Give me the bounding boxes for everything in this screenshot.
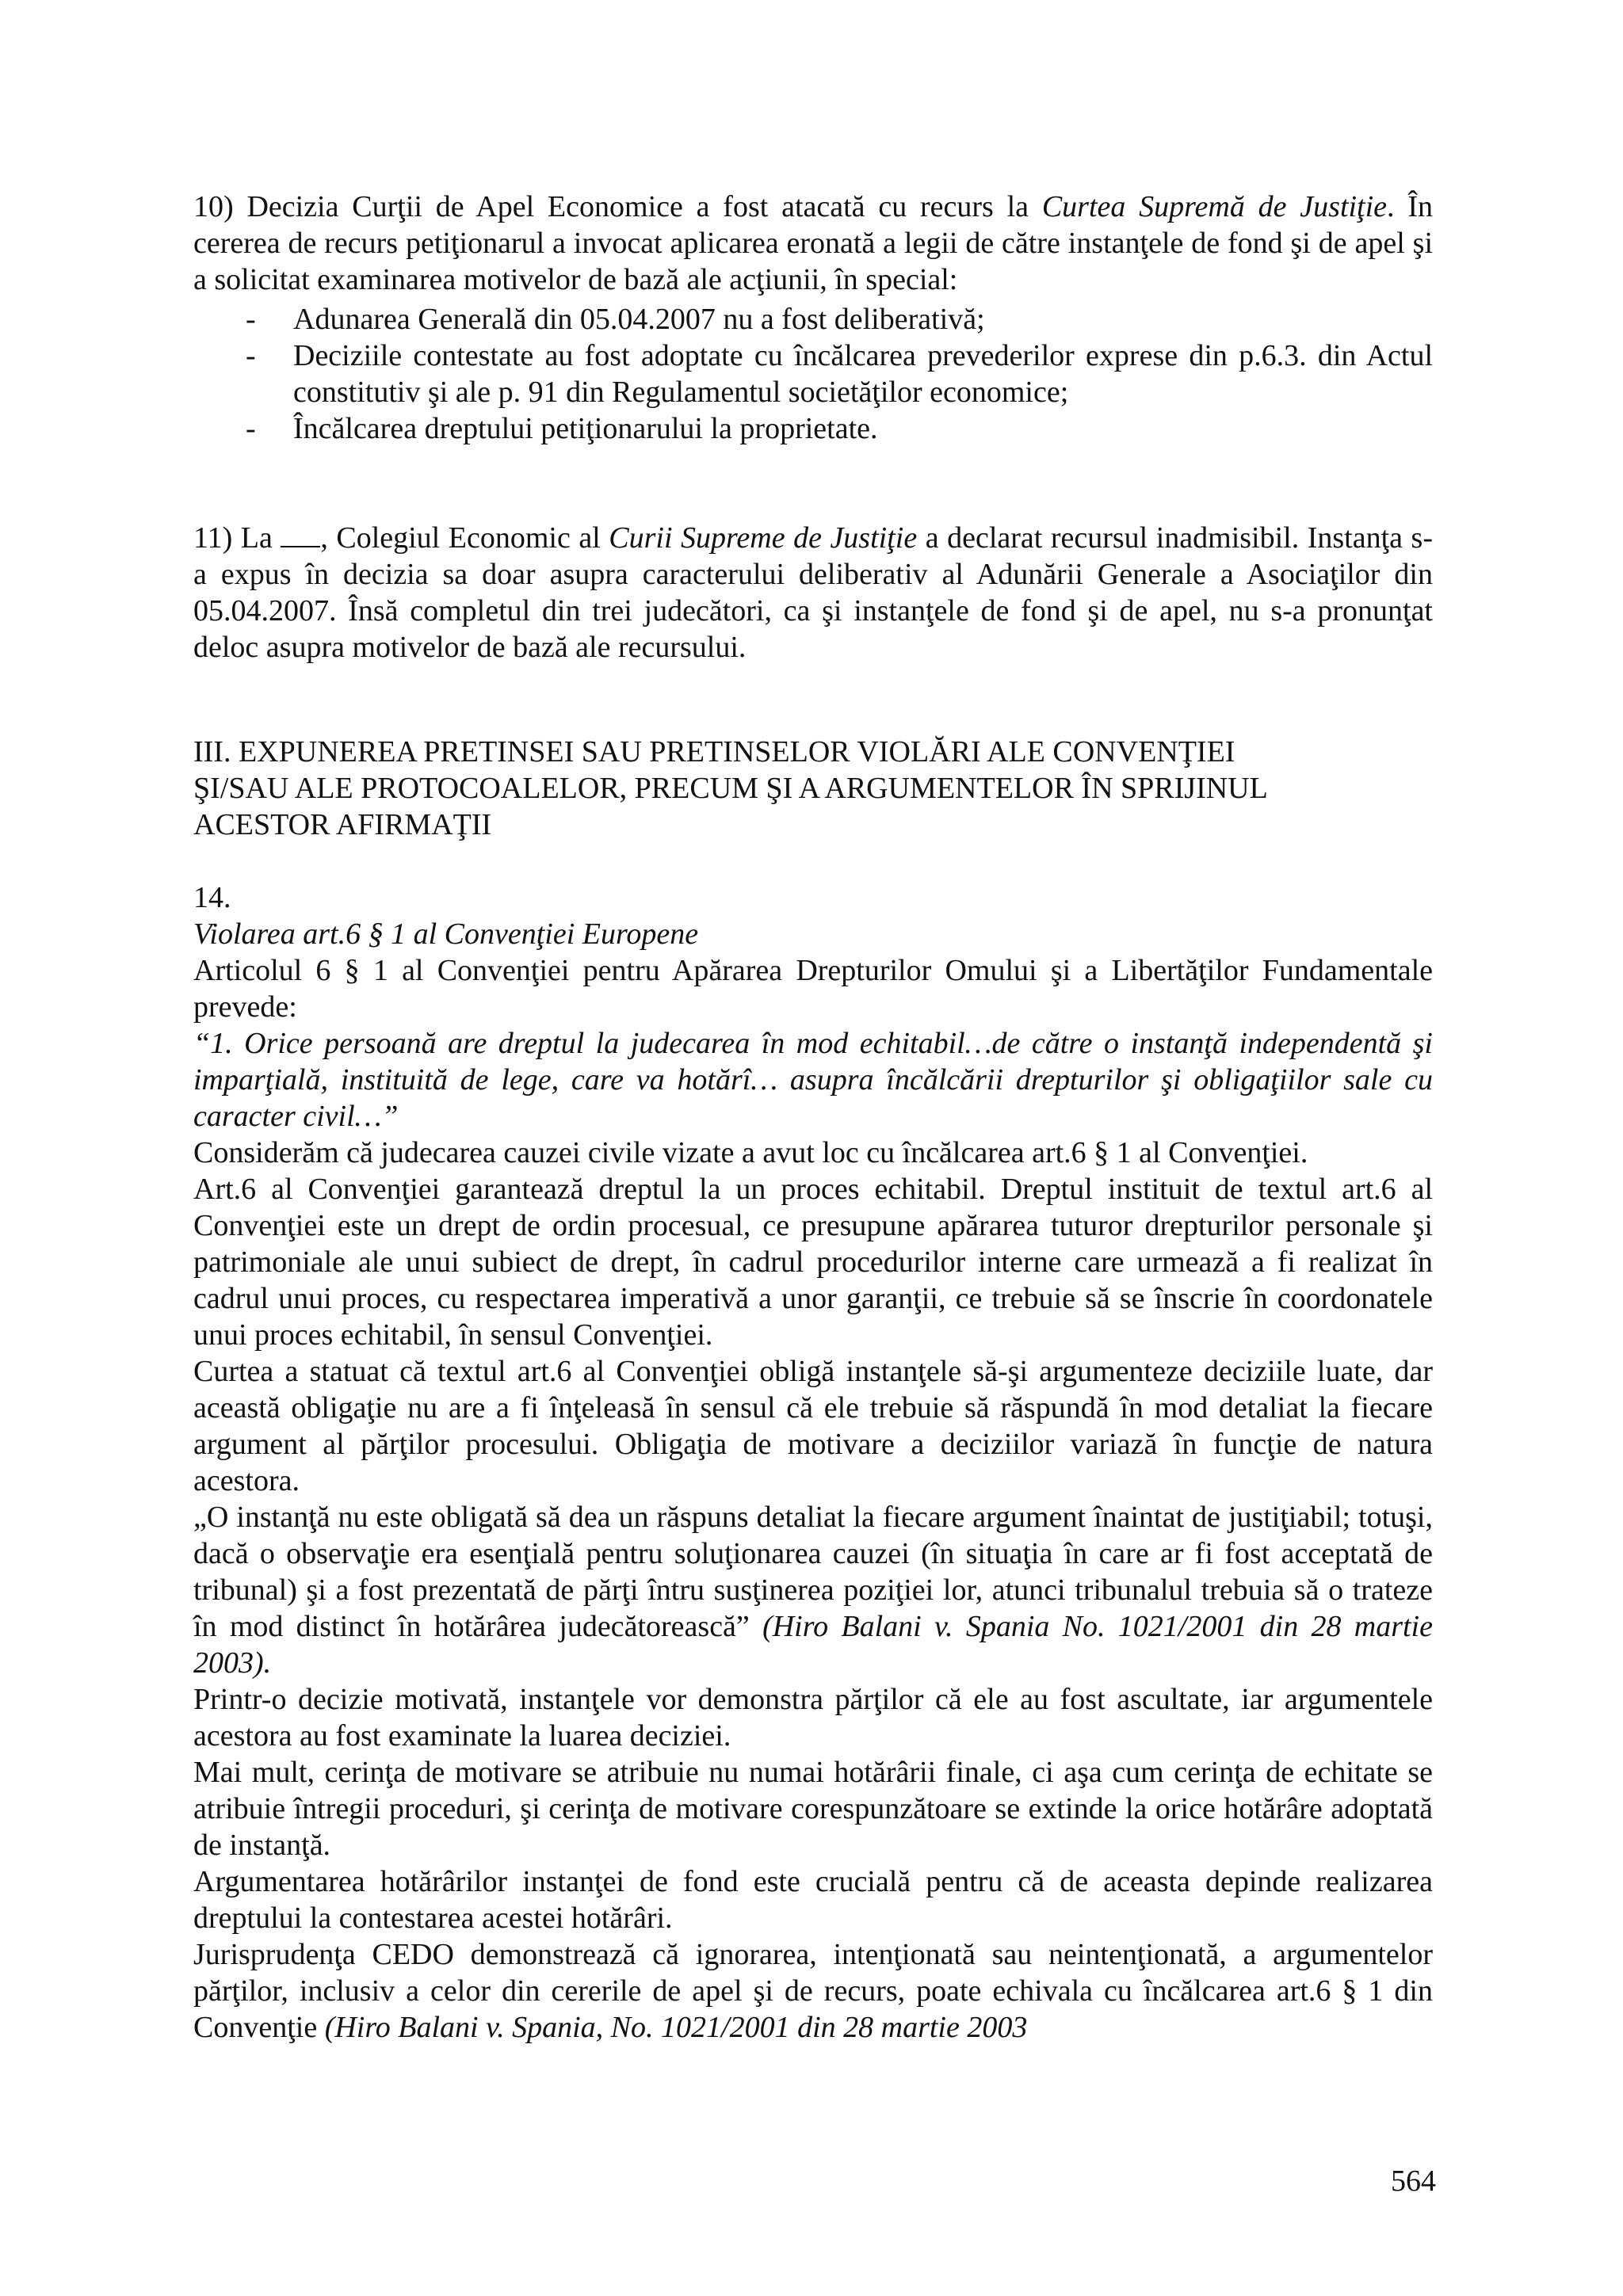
paragraph-10-text-b: . În cererea de recurs petiţionarul a invocat aplicarea eronată a legii de către instanţele de fond şi de apel şi a solicitat examinarea motivelor de bază ale acţiunii, în special: (193, 190, 1433, 296)
supreme-court-name-2: Curii Supreme de Justiţie (609, 521, 918, 555)
section-heading-line-2: ŞI/SAU ALE PROTOCOALELOR, PRECUM ŞI A ARGUMENTELOR ÎN SPRIJINUL (193, 772, 1268, 805)
list-item (193, 410, 1433, 447)
case-citation: (Hiro Balani v. Spania, No. 1021/2001 din 28 martie 2003 (324, 2011, 1028, 2044)
supreme-court-name: Curtea Supremă de Justiţie (1041, 190, 1388, 223)
paragraph-10 (193, 189, 1433, 298)
convention-quote: “1. Orice persoană are dreptul la judecarea în mod echitabil…de către o instanţă independentă şi imparţială, instituită de lege, care va hotărî… asupra încălcării drepturilor şi obligaţiilor sale cu caracter civil…” (193, 1027, 1433, 1133)
paragraph: Considerăm că judecarea cauzei civile vizate a avut loc cu încălcarea art.6 § 1 al Convenţiei. (193, 1136, 1308, 1169)
paragraph-11-text-c: a declarat recursul inadmisibil. Instanţa s-a expus în decizia sa doar asupra caracterului deliberativ al Adunării Generale a Asociaţilor din 05.04.2007. Însă completul din trei judecători, ca şi instanţele de fond şi de apel, nu s-a pronunţat deloc asupra motivelor de bază ale recursului. (193, 521, 1433, 664)
dash-bullet: - (246, 339, 256, 372)
paragraph-11 (193, 520, 1433, 666)
subsection-title: Violarea art.6 § 1 al Convenţiei Europene (193, 917, 699, 951)
paragraph: Art.6 al Convenţiei garantează dreptul la un proces echitabil. Dreptul instituit de textul art.6 al Convenţiei este un drept de ordin procesual, ce presupune apărarea tuturor drepturilor personale şi patrimoniale ale unui subiect de drept, în cadrul procedurilor interne care urmează a fi realizat în cadrul unui proces, cu respectarea imperativă a unor garanţii, ce trebuie să se înscrie în coordonatele unui proces echitabil, în sensul Convenţiei. (193, 1173, 1433, 1352)
paragraph: Printr-o decizie motivată, instanţele vor demonstra părţilor că ele au fost ascultate, iar argumentele acestora au fost examinate la luarea deciziei. (193, 1683, 1433, 1753)
paragraph: Articolul 6 § 1 al Convenţiei pentru Apărarea Drepturilor Omului şi a Libertăţilor Fundamentale prevede: (193, 954, 1433, 1024)
spacer (193, 666, 1433, 734)
paragraph: Curtea a statuat că textul art.6 al Convenţiei obligă instanţele să-şi argumenteze deciziile luate, dar această obligaţie nu are a fi înţeleasă în sensul că ele trebuie să răspundă în mod detaliat la fiecare argument al părţilor procesului. Obligaţia de motivare a deciziilor variază în funcţie de natura acestora. (193, 1355, 1433, 1497)
case-citation: (Hiro Balani v. Spania No. 1021/2001 din 28 martie 2003). (193, 1610, 1433, 1680)
paragraph-text: „O instanţă nu este obligată să dea un răspuns detaliat la fiecare argument înaintat de justiţiabil; totuşi, dacă o observaţie era esenţială pentru soluţionarea cauzei (în situaţia în care ar fi fost acceptată de tribunal) şi a fost prezentată de părţi întru susţinerea poziţiei lor, atunci tribunalul trebuia să o trateze în mod distinct în hotărârea judecătorească” (193, 1501, 1433, 1643)
blank-date-field (281, 522, 320, 547)
list-item-text: Încălcarea dreptului petiţionarului la proprietate. (293, 412, 878, 445)
section-heading (193, 734, 1433, 843)
spacer (193, 843, 1433, 879)
paragraph-10-text-a: 10) Decizia Curţii de Apel Economice a fost atacată cu recurs la (193, 190, 1042, 223)
dash-bullet: - (246, 303, 256, 336)
paragraph: Mai mult, cerinţa de motivare se atribuie nu numai hotărârii finale, ci aşa cum cerinţa de echitate se atribuie întregii proceduri, şi cerinţa de motivare corespunzătoare se extinde la orice hotărâre adoptată de instanţă. (193, 1756, 1433, 1862)
section-heading-line-3: ACESTOR AFIRMAŢII (193, 808, 492, 841)
appeal-grounds-list (193, 301, 1433, 447)
dash-bullet: - (246, 412, 256, 445)
paragraph (193, 1499, 1433, 1681)
list-item (193, 338, 1433, 410)
spacer (193, 447, 1433, 520)
paragraph: Argumentarea hotărârilor instanţei de fond este crucială pentru că de aceasta depinde realizarea dreptului la contestarea acestei hotărâri. (193, 1865, 1433, 1935)
section-heading-line-1: III. EXPUNEREA PRETINSEI SAU PRETINSELOR VIOLĂRI ALE CONVENŢIEI (193, 735, 1235, 769)
paragraph (193, 1936, 1433, 2046)
paragraph-11-text-b: , Colegiul Economic al (320, 521, 609, 555)
page-number: 564 (1391, 2164, 1436, 2198)
paragraph-text: Jurisprudenţa CEDO demonstrează că ignorarea, intenţionată sau neintenţionată, a argumentelor părţilor, inclusiv a celor din cererile de apel şi de recurs, poate echivala cu încălcarea art.6 § 1 din Convenţie (193, 1938, 1433, 2044)
list-item-text: Adunarea Generală din 05.04.2007 nu a fost deliberativă; (293, 303, 985, 336)
paragraph-number-14: 14. (193, 881, 231, 914)
list-item (193, 301, 1433, 338)
document-page (193, 189, 1433, 2046)
paragraph-11-text-a: 11) La (193, 521, 281, 555)
list-item-text: Deciziile contestate au fost adoptate cu încălcarea prevederilor exprese din p.6.3. din Actul constitutiv şi ale p. 91 din Regulamentul societăţilor economice; (293, 339, 1433, 409)
